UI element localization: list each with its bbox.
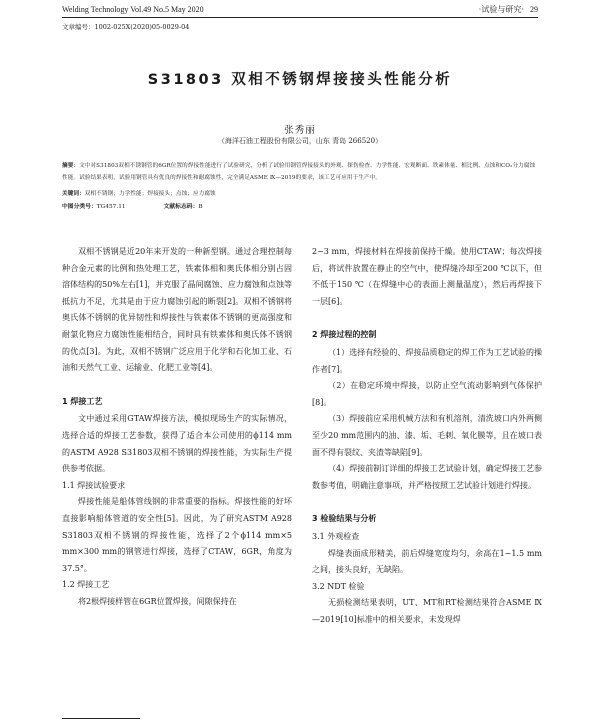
subsection-1-1-heading: 1.1 焊接试验要求 (62, 480, 126, 490)
abstract (62, 161, 538, 184)
process-item-4: （4）焊接前制订详细的焊接工艺试验计划，确定焊接工艺参数参考值，明确注意事项，并严格按照工艺试验计划进行焊接。 (312, 464, 542, 490)
process-item-1: （1）选择有经验的、焊接品质稳定的焊工作为工艺试验的操作者[7]。 (312, 347, 542, 374)
subsection-1-1-paragraph: 焊接性能是船体管线钢的非常重要的指标。焊接性能的好坏直接影响船体管道的安全性[5]。因此，为了研究ASTM A928 S31803双相不锈钢的焊接性能，选择了2个ϕ114 mm×5 mm×300 mm的钢管进行焊接，选择了CTAW，6GR，角度为37.5°。 (62, 497, 292, 573)
abstract-label: 摘要： (62, 163, 80, 169)
section-label: ·试验与研究· (478, 5, 524, 14)
doc-code-label: 文献标志码： (163, 204, 199, 210)
process-item-3: （3）焊接前应采用机械方法和有机溶剂，清洗坡口内外两侧至少20 mm范围内的油、漆、垢、毛刺、氧化膜等，且在坡口表面不得有裂纹、夹渣等缺陷[9]。 (312, 414, 542, 457)
doc-code: B (198, 204, 203, 210)
author-name: 张秀丽 (284, 125, 316, 136)
author-affiliation: （海洋石油工程股份有限公司，山东 青岛 266520） (217, 137, 383, 145)
left-column (62, 244, 292, 610)
subsection-3-2-paragraph: 无损检测结果表明，UT、MT和RT检测结果符合ASME Ⅸ—2019[10]标准中的相关要求，未发现焊 (312, 598, 542, 624)
keywords-text: 双相不锈钢；力学性能；焊接接头；点蚀；应力腐蚀 (84, 191, 216, 197)
intro-paragraph: 双相不锈钢是近20年来开发的一种新型钢。通过合理控制每种合金元素的比例和热处理工艺，铁素体相和奥氏体相分别占固溶体结构的50%左右[1]，并克服了晶间腐蚀、应力腐蚀和点蚀等抵抗力不足，尤其是由于应力腐蚀引起的断裂[2]。双相不锈钢将奥氏体不锈钢的优异韧性和焊接性与铁素体不锈钢的更高强度和耐氯化物应力腐蚀性能相结合，同时具有铁素体和奥氏体不锈钢的优点[3]。为此，双相不锈钢广泛应用于化学和石化加工业、石油和天然气工业、运输业、化肥工业等[4]。 (62, 247, 292, 373)
subsection-1-2-heading: 1.2 焊接工艺 (62, 580, 110, 590)
section-1-paragraph: 文中通过采用GTAW焊接方法，模拟现场生产的实际情况，选择合适的焊接工艺参数，获得了适合本公司使用的ϕ114 mm的ASTM A928 S31803双相不锈钢的焊接性能，为实际生产提供参考依据。 (62, 414, 292, 474)
right-column (312, 244, 542, 628)
section-2-heading: 2 焊接过程的控制 (312, 330, 377, 340)
process-item-2: （2）在稳定环境中焊接，以防止空气流动影响到气体保护[8]。 (312, 381, 542, 407)
section-and-page (479, 4, 538, 16)
continued-paragraph: 2~3 mm，焊接材料在焊接前保持干燥。使用CTAW；每次焊接后，将试件放置在静止的空气中，使焊缝冷却至200 ℃以下，但不低于150 ℃（在焊缝中心的表面上测量温度），然后再焊接下一层[6]。 (312, 247, 542, 306)
paper-title: S31803 双相不锈钢焊接接头性能分析 (147, 72, 453, 88)
header-rule (62, 17, 538, 18)
page-number: 29 (530, 5, 538, 14)
keywords (62, 189, 538, 201)
clc-number: TG457.11 (96, 204, 126, 210)
subsection-3-2-heading: 3.2 NDT 检验 (312, 581, 365, 591)
subsection-3-1-paragraph: 焊缝表面成形精美，前后焊缝宽度均匀，余高在1~1.5 mm之间，接头良好，无缺陷。 (312, 548, 542, 575)
article-number: 文章编号：1002-025X(2020)05-0029-04 (62, 23, 190, 31)
abstract-text: 文中对S31803双相不锈钢管的6GR位置的焊接性能进行了试验研究，分析了试验用钢管焊接接头的外观、探伤检查、力学性能、宏观断面、铁素体量、相比例、点蚀和CO₂分力腐蚀性能。试验结果表明，试验用钢管具有优良的焊接性和耐腐蚀性，完全满足ASME Ⅸ—2019的要求，该工艺可应用于生产中。 (62, 163, 536, 181)
footnote-rule (62, 718, 140, 719)
journal-info: Welding Technology Vol.49 No.5 May 2020 (62, 5, 204, 14)
keywords-label: 关键词： (62, 191, 85, 197)
running-header (62, 4, 538, 16)
section-3-heading: 3 检验结果与分析 (312, 514, 377, 524)
section-1-heading: 1 焊接工艺 (62, 396, 103, 406)
subsection-3-1-heading: 3.1 外观检查 (312, 531, 360, 541)
subsection-1-2-paragraph: 将2根焊接样管在6GR位置焊接，间隙保持在 (78, 596, 237, 606)
clc-label: 中图分类号： (62, 204, 97, 210)
classification-line (62, 201, 203, 210)
